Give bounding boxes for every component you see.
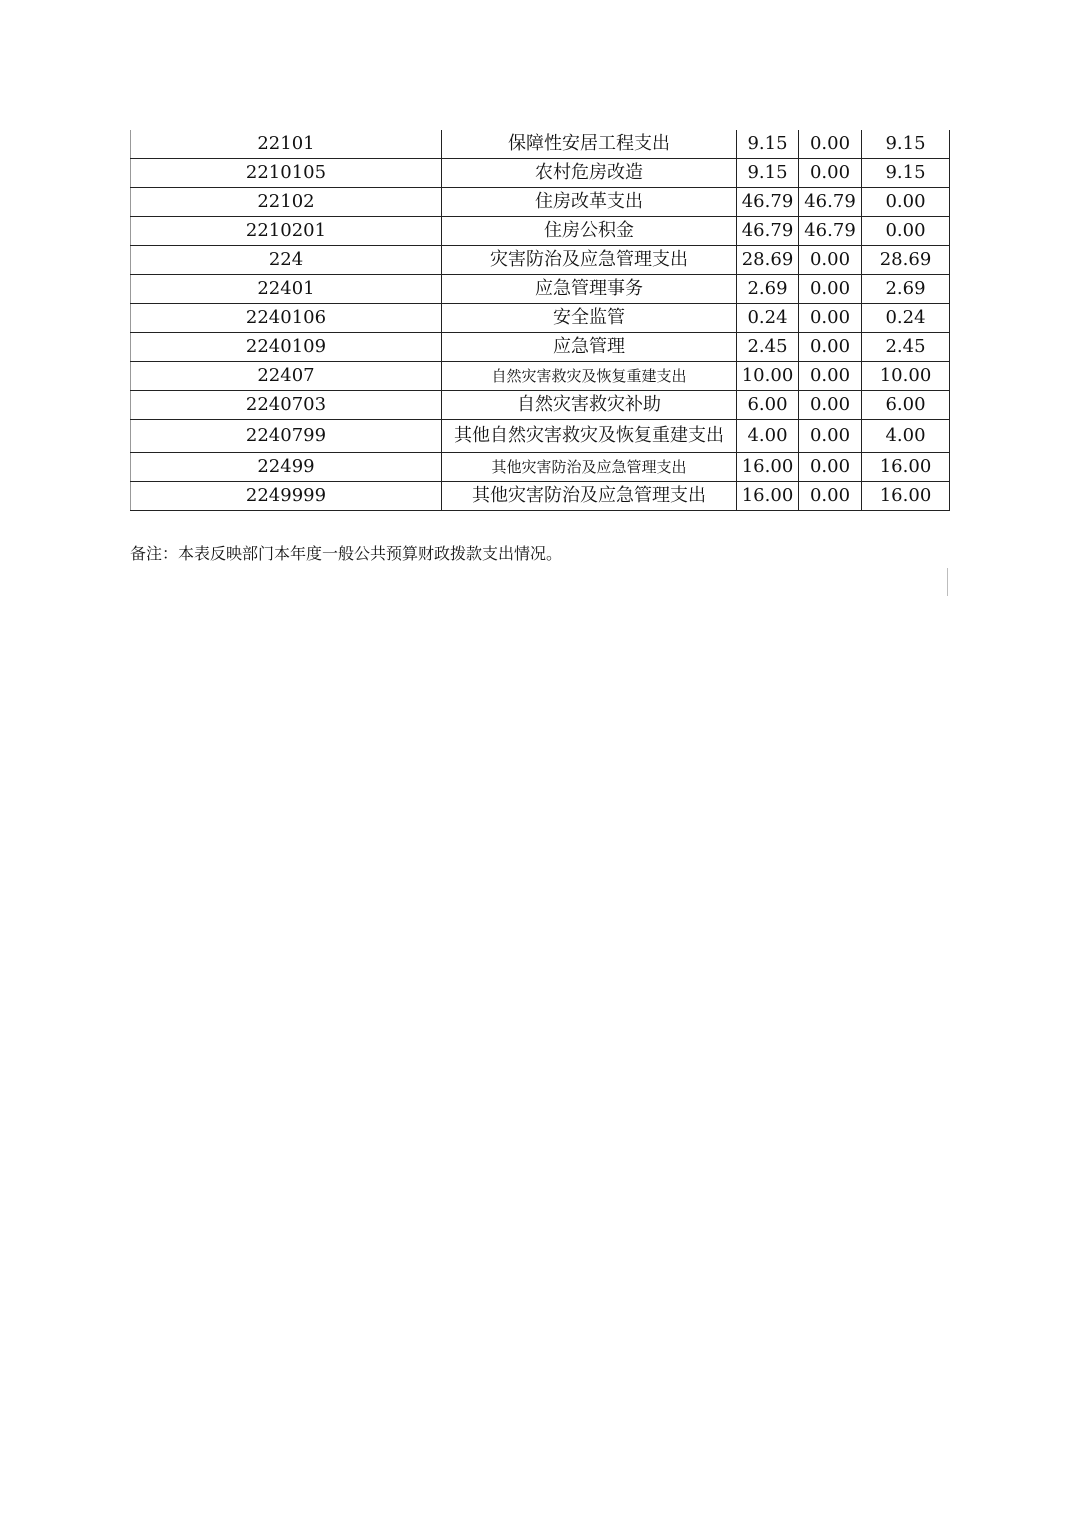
row-name: 安全监管	[442, 304, 737, 333]
row-total: 10.00	[737, 362, 799, 391]
table-row	[131, 482, 950, 511]
row-name: 保障性安居工程支出	[442, 130, 737, 159]
row-code: 22101	[131, 130, 442, 159]
row-basic: 0.00	[799, 420, 862, 453]
row-name: 其他灾害防治及应急管理支出	[442, 453, 737, 482]
table-row	[131, 420, 950, 453]
row-total: 2.69	[737, 275, 799, 304]
row-basic: 0.00	[799, 159, 862, 188]
row-code: 2249999	[131, 482, 442, 511]
row-total: 16.00	[737, 453, 799, 482]
row-basic: 0.00	[799, 130, 862, 159]
row-total: 9.15	[737, 159, 799, 188]
row-total: 28.69	[737, 246, 799, 275]
row-basic: 0.00	[799, 333, 862, 362]
row-total: 6.00	[737, 391, 799, 420]
table-row	[131, 130, 950, 159]
row-project: 0.00	[862, 217, 950, 246]
table-row	[131, 453, 950, 482]
row-total: 9.15	[737, 130, 799, 159]
row-name: 灾害防治及应急管理支出	[442, 246, 737, 275]
row-name: 其他灾害防治及应急管理支出	[442, 482, 737, 511]
page-edge-marker	[947, 568, 948, 596]
row-total: 2.45	[737, 333, 799, 362]
row-name: 自然灾害救灾补助	[442, 391, 737, 420]
row-name: 农村危房改造	[442, 159, 737, 188]
row-name: 应急管理事务	[442, 275, 737, 304]
row-code: 22102	[131, 188, 442, 217]
table-row	[131, 304, 950, 333]
table-row	[131, 246, 950, 275]
row-code: 22401	[131, 275, 442, 304]
row-basic: 0.00	[799, 304, 862, 333]
row-project: 2.45	[862, 333, 950, 362]
row-basic: 46.79	[799, 217, 862, 246]
row-name: 应急管理	[442, 333, 737, 362]
row-project: 28.69	[862, 246, 950, 275]
row-code: 2240703	[131, 391, 442, 420]
table-note: 备注：本表反映部门本年度一般公共预算财政拨款支出情况。	[130, 544, 563, 563]
row-total: 16.00	[737, 482, 799, 511]
row-basic: 0.00	[799, 391, 862, 420]
table-row	[131, 391, 950, 420]
row-project: 4.00	[862, 420, 950, 453]
row-code: 22407	[131, 362, 442, 391]
row-code: 2240109	[131, 333, 442, 362]
row-project: 6.00	[862, 391, 950, 420]
row-code: 22499	[131, 453, 442, 482]
row-project: 10.00	[862, 362, 950, 391]
row-code: 2210105	[131, 159, 442, 188]
row-code: 2210201	[131, 217, 442, 246]
row-project: 16.00	[862, 453, 950, 482]
row-basic: 0.00	[799, 453, 862, 482]
row-code: 224	[131, 246, 442, 275]
row-code: 2240799	[131, 420, 442, 453]
table-row	[131, 333, 950, 362]
table-row	[131, 362, 950, 391]
row-total: 4.00	[737, 420, 799, 453]
table-row	[131, 275, 950, 304]
row-basic: 0.00	[799, 482, 862, 511]
row-basic: 0.00	[799, 246, 862, 275]
row-code: 2240106	[131, 304, 442, 333]
table-row	[131, 159, 950, 188]
row-project: 9.15	[862, 130, 950, 159]
row-project: 16.00	[862, 482, 950, 511]
row-name: 其他自然灾害救灾及恢复重建支出	[442, 420, 737, 453]
row-project: 9.15	[862, 159, 950, 188]
row-total: 46.79	[737, 217, 799, 246]
row-total: 0.24	[737, 304, 799, 333]
budget-table	[130, 130, 950, 511]
row-project: 0.24	[862, 304, 950, 333]
table-row	[131, 188, 950, 217]
row-name: 自然灾害救灾及恢复重建支出	[442, 362, 737, 391]
row-basic: 0.00	[799, 362, 862, 391]
row-basic: 0.00	[799, 275, 862, 304]
row-project: 2.69	[862, 275, 950, 304]
table-row	[131, 217, 950, 246]
row-total: 46.79	[737, 188, 799, 217]
row-basic: 46.79	[799, 188, 862, 217]
row-name: 住房公积金	[442, 217, 737, 246]
row-project: 0.00	[862, 188, 950, 217]
row-name: 住房改革支出	[442, 188, 737, 217]
